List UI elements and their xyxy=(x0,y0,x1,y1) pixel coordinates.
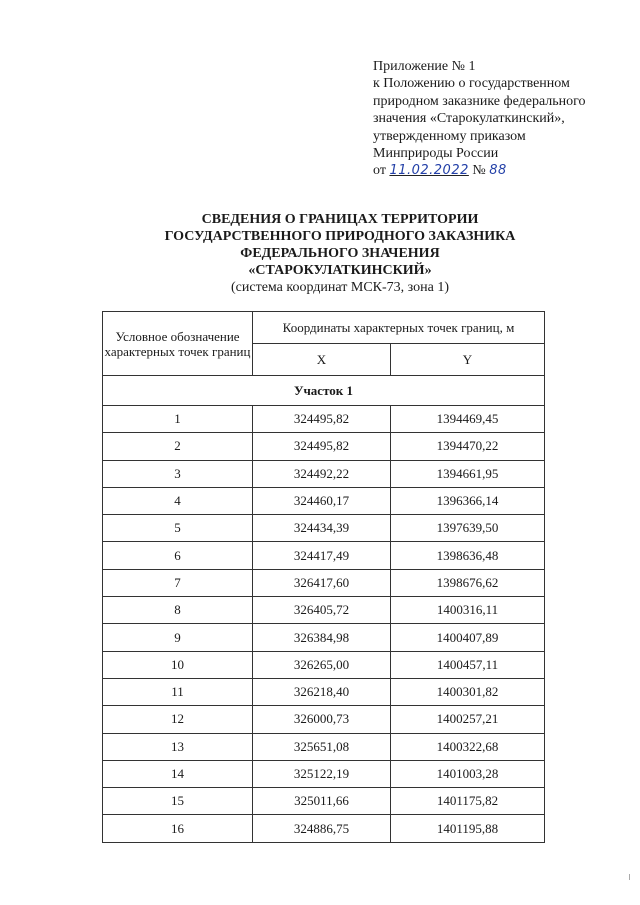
point-number-cell: 9 xyxy=(103,624,253,651)
order-number-label: № xyxy=(472,163,486,179)
appendix-line: к Положению о государственном xyxy=(373,76,570,92)
x-coordinate-cell: 325651,08 xyxy=(253,733,391,760)
table-row xyxy=(103,487,545,514)
coordinates-table xyxy=(102,311,545,843)
order-date: 11.02.2022 xyxy=(389,163,469,179)
section-header: Участок 1 xyxy=(103,376,545,406)
order-line xyxy=(373,162,586,179)
y-coordinate-cell: 1400316,11 xyxy=(391,597,545,624)
order-number: 88 xyxy=(489,163,507,179)
column-header-y: Y xyxy=(391,344,545,376)
table-row xyxy=(103,733,545,760)
y-coordinate-cell: 1396366,14 xyxy=(391,487,545,514)
point-number-cell: 7 xyxy=(103,569,253,596)
table-row xyxy=(103,460,545,487)
table-row xyxy=(103,788,545,815)
y-coordinate-cell: 1394661,95 xyxy=(391,460,545,487)
title-line: ГОСУДАРСТВЕННОГО ПРИРОДНОГО ЗАКАЗНИКА xyxy=(164,229,516,244)
appendix-line: Приложение № 1 xyxy=(373,59,476,74)
x-coordinate-cell: 325011,66 xyxy=(253,788,391,815)
point-number-cell: 13 xyxy=(103,733,253,760)
y-coordinate-cell: 1400301,82 xyxy=(391,678,545,705)
point-number-cell: 12 xyxy=(103,706,253,733)
x-coordinate-cell: 325122,19 xyxy=(253,760,391,787)
appendix-line: Минприроды России xyxy=(373,146,499,162)
table-row xyxy=(103,542,545,569)
y-coordinate-cell: 1400457,11 xyxy=(391,651,545,678)
point-number-cell: 14 xyxy=(103,760,253,787)
y-coordinate-cell: 1394470,22 xyxy=(391,433,545,460)
table-row xyxy=(103,651,545,678)
x-coordinate-cell: 326417,60 xyxy=(253,569,391,596)
x-coordinate-cell: 324417,49 xyxy=(253,542,391,569)
y-coordinate-cell: 1398676,62 xyxy=(391,569,545,596)
x-coordinate-cell: 326218,40 xyxy=(253,678,391,705)
y-coordinate-cell: 1401195,88 xyxy=(391,815,545,842)
table-row xyxy=(103,815,545,842)
x-coordinate-cell: 326000,73 xyxy=(253,706,391,733)
table-row xyxy=(103,678,545,705)
table-row xyxy=(103,597,545,624)
title-line: СВЕДЕНИЯ О ГРАНИЦАХ ТЕРРИТОРИИ xyxy=(201,212,479,227)
point-number-cell: 10 xyxy=(103,651,253,678)
y-coordinate-cell: 1401003,28 xyxy=(391,760,545,787)
x-coordinate-cell: 324434,39 xyxy=(253,515,391,542)
point-number-cell: 5 xyxy=(103,515,253,542)
column-header-point: Условное обозначение характерных точек границ xyxy=(103,312,253,376)
x-coordinate-cell: 324495,82 xyxy=(253,406,391,433)
table-row xyxy=(103,569,545,596)
y-coordinate-cell: 1400407,89 xyxy=(391,624,545,651)
x-coordinate-cell: 324886,75 xyxy=(253,815,391,842)
table-row xyxy=(103,706,545,733)
point-number-cell: 8 xyxy=(103,597,253,624)
y-coordinate-cell: 1397639,50 xyxy=(391,515,545,542)
point-number-cell: 3 xyxy=(103,460,253,487)
x-coordinate-cell: 326265,00 xyxy=(253,651,391,678)
appendix-header xyxy=(373,58,586,180)
table-row xyxy=(103,406,545,433)
y-coordinate-cell: 1400322,68 xyxy=(391,733,545,760)
x-coordinate-cell: 326405,72 xyxy=(253,597,391,624)
point-number-cell: 1 xyxy=(103,406,253,433)
appendix-line: значения «Старокулаткинский», xyxy=(373,111,565,127)
table-row xyxy=(103,515,545,542)
y-coordinate-cell: 1394469,45 xyxy=(391,406,545,433)
y-coordinate-cell: 1401175,82 xyxy=(391,788,545,815)
table-row xyxy=(103,433,545,460)
x-coordinate-cell: 324460,17 xyxy=(253,487,391,514)
y-coordinate-cell: 1400257,21 xyxy=(391,706,545,733)
column-header-x: X xyxy=(253,344,391,376)
appendix-line: утвержденному приказом xyxy=(373,128,526,144)
x-coordinate-cell: 326384,98 xyxy=(253,624,391,651)
point-number-cell: 15 xyxy=(103,788,253,815)
page-edge-mark xyxy=(629,874,634,880)
table-row xyxy=(103,760,545,787)
point-number-cell: 6 xyxy=(103,542,253,569)
point-number-cell: 11 xyxy=(103,678,253,705)
appendix-line: природном заказнике федерального xyxy=(373,93,586,109)
title-subtitle: (система координат МСК-73, зона 1) xyxy=(231,280,449,295)
title-line: «СТАРОКУЛАТКИНСКИЙ» xyxy=(248,263,432,278)
point-number-cell: 4 xyxy=(103,487,253,514)
table-row xyxy=(103,624,545,651)
point-number-cell: 2 xyxy=(103,433,253,460)
point-number-cell: 16 xyxy=(103,815,253,842)
order-prefix: от xyxy=(373,163,386,179)
x-coordinate-cell: 324495,82 xyxy=(253,433,391,460)
x-coordinate-cell: 324492,22 xyxy=(253,460,391,487)
title-line: ФЕДЕРАЛЬНОГО ЗНАЧЕНИЯ xyxy=(240,246,440,261)
y-coordinate-cell: 1398636,48 xyxy=(391,542,545,569)
column-header-coordinates: Координаты характерных точек границ, м xyxy=(253,312,545,344)
document-title xyxy=(0,211,640,296)
